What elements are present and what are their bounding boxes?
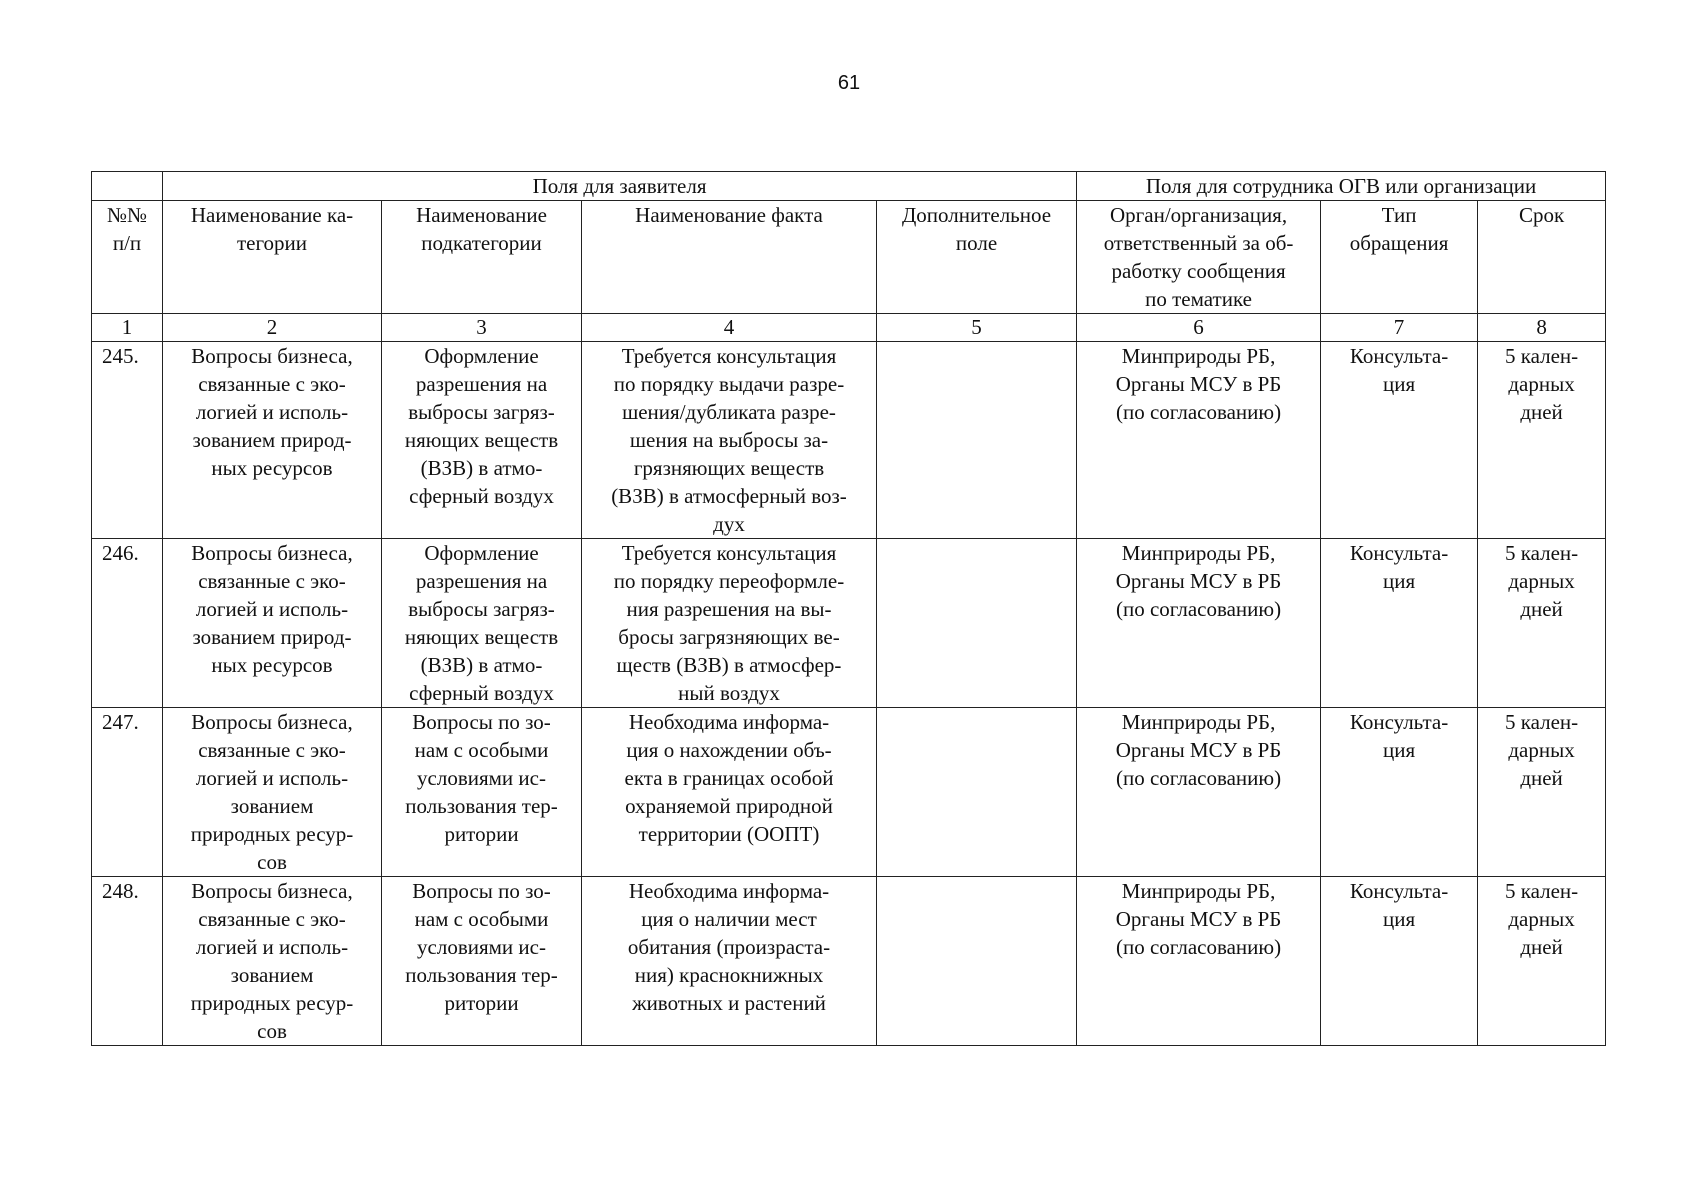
row-organ: Минприроды РБ, Органы МСУ в РБ (по согласованию)	[1077, 539, 1321, 708]
row-category: Вопросы бизнеса, связанные с эко- логией и исполь- зованием природ- ных ресурсов	[163, 539, 382, 708]
column-header-category: Наименование ка- тегории	[163, 201, 382, 314]
row-type: Консульта- ция	[1321, 708, 1478, 877]
column-header-num: №№ п/п	[92, 201, 163, 314]
column-index: 8	[1478, 314, 1606, 342]
column-index: 6	[1077, 314, 1321, 342]
row-fact: Необходима информа- ция о нахождении объ- екта в границах особой охраняемой природной территории (ООПТ)	[582, 708, 877, 877]
row-extra	[877, 539, 1077, 708]
row-category: Вопросы бизнеса, связанные с эко- логией и исполь- зованием природ- ных ресурсов	[163, 342, 382, 539]
group-header-employee: Поля для сотрудника ОГВ или организации	[1077, 172, 1606, 201]
row-term: 5 кален- дарных дней	[1478, 708, 1606, 877]
row-organ: Минприроды РБ, Органы МСУ в РБ (по согласованию)	[1077, 877, 1321, 1046]
row-number: 245.	[92, 342, 163, 539]
column-index: 1	[92, 314, 163, 342]
row-term: 5 кален- дарных дней	[1478, 342, 1606, 539]
column-header-extra: Дополнительное поле	[877, 201, 1077, 314]
row-number: 246.	[92, 539, 163, 708]
column-header-term: Срок	[1478, 201, 1606, 314]
row-type: Консульта- ция	[1321, 539, 1478, 708]
row-organ: Минприроды РБ, Органы МСУ в РБ (по согласованию)	[1077, 708, 1321, 877]
row-type: Консульта- ция	[1321, 877, 1478, 1046]
column-index-row	[92, 314, 1606, 342]
table-row	[92, 877, 1606, 1046]
column-header-organ: Орган/организация, ответственный за об- работку сообщения по тематике	[1077, 201, 1321, 314]
column-header-subcategory: Наименование подкатегории	[382, 201, 582, 314]
column-index: 4	[582, 314, 877, 342]
group-header-row	[92, 172, 1606, 201]
row-subcategory: Оформление разрешения на выбросы загряз- няющих веществ (ВЗВ) в атмо- сферный воздух	[382, 342, 582, 539]
column-index: 5	[877, 314, 1077, 342]
column-header-row	[92, 201, 1606, 314]
column-index: 7	[1321, 314, 1478, 342]
row-type: Консульта- ция	[1321, 342, 1478, 539]
row-subcategory: Вопросы по зо- нам с особыми условиями ис- пользования тер- ритории	[382, 708, 582, 877]
column-header-fact: Наименование факта	[582, 201, 877, 314]
row-subcategory: Оформление разрешения на выбросы загряз- няющих веществ (ВЗВ) в атмо- сферный воздух	[382, 539, 582, 708]
row-fact: Требуется консультация по порядку переоформле- ния разрешения на вы- бросы загрязняющих ве- ществ (ВЗВ) в атмосфер- ный воздух	[582, 539, 877, 708]
table-row	[92, 342, 1606, 539]
column-header-type: Тип обращения	[1321, 201, 1478, 314]
group-header-applicant: Поля для заявителя	[163, 172, 1077, 201]
row-extra	[877, 877, 1077, 1046]
row-fact: Необходима информа- ция о наличии мест обитания (произраста- ния) краснокнижных животных и растений	[582, 877, 877, 1046]
row-extra	[877, 708, 1077, 877]
page-number: 61	[837, 72, 861, 94]
row-extra	[877, 342, 1077, 539]
row-number: 247.	[92, 708, 163, 877]
row-subcategory: Вопросы по зо- нам с особыми условиями ис- пользования тер- ритории	[382, 877, 582, 1046]
row-category: Вопросы бизнеса, связанные с эко- логией и исполь- зованием природных ресур- сов	[163, 708, 382, 877]
row-fact: Требуется консультация по порядку выдачи разре- шения/дубликата разре- шения на выбросы за- грязняющих веществ (ВЗВ) в атмосферный воз- дух	[582, 342, 877, 539]
row-number: 248.	[92, 877, 163, 1046]
appeals-table	[91, 171, 1606, 1046]
column-index: 2	[163, 314, 382, 342]
row-term: 5 кален- дарных дней	[1478, 877, 1606, 1046]
row-term: 5 кален- дарных дней	[1478, 539, 1606, 708]
table-row	[92, 708, 1606, 877]
row-category: Вопросы бизнеса, связанные с эко- логией и исполь- зованием природных ресур- сов	[163, 877, 382, 1046]
column-index: 3	[382, 314, 582, 342]
table-row	[92, 539, 1606, 708]
row-organ: Минприроды РБ, Органы МСУ в РБ (по согласованию)	[1077, 342, 1321, 539]
group-header-empty	[92, 172, 163, 201]
